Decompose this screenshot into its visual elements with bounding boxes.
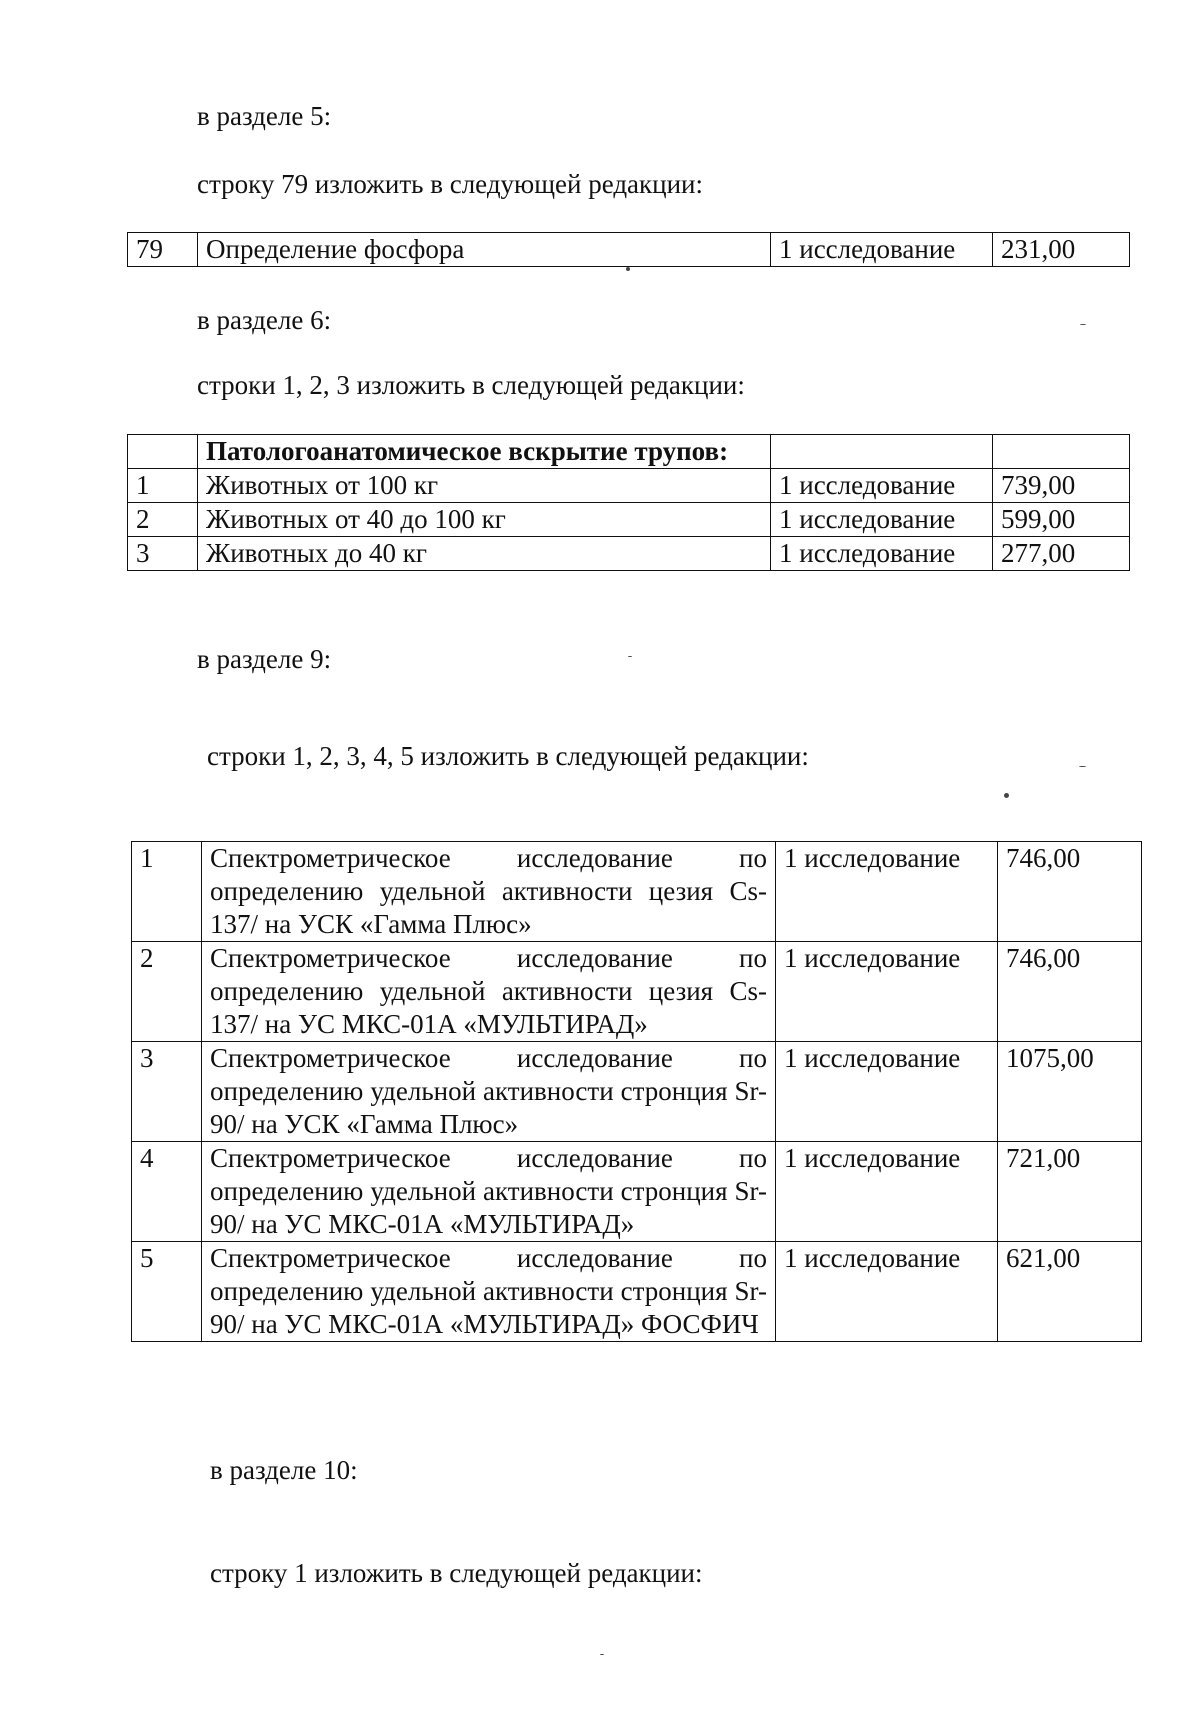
row-unit: 1 исследование — [771, 537, 993, 571]
row-unit: 1 исследование — [771, 503, 993, 537]
scan-speck — [1004, 793, 1009, 798]
scan-speck — [600, 1654, 604, 1655]
row-number: 1 — [132, 842, 202, 942]
table-row — [128, 435, 1130, 469]
row-unit: 1 исследование — [776, 942, 998, 1042]
row-name: Определение фосфора — [198, 233, 771, 267]
row-name: Животных до 40 кг — [198, 537, 771, 571]
row-price: 746,00 — [998, 842, 1142, 942]
row-number: 2 — [128, 503, 198, 537]
scan-speck — [628, 656, 632, 657]
row-number: 2 — [132, 942, 202, 1042]
row-number: 3 — [132, 1042, 202, 1142]
scan-speck — [626, 267, 630, 271]
row-unit: 1 исследование — [771, 233, 993, 267]
row-price: 599,00 — [993, 503, 1130, 537]
scan-speck — [1080, 324, 1086, 325]
section6-heading: в разделе 6: — [197, 305, 332, 335]
table-row — [132, 1142, 1142, 1242]
section5-heading: в разделе 5: — [197, 101, 332, 131]
row-name: Животных от 40 до 100 кг — [198, 503, 771, 537]
row-name: Спектрометрическое исследование по определению удельной активности цезия Cs-137/ на УСК «Гамма Плюс» — [202, 842, 776, 942]
section9-table — [131, 841, 1142, 1342]
row-number: 5 — [132, 1242, 202, 1342]
row-price: 721,00 — [998, 1142, 1142, 1242]
row-number: 79 — [128, 233, 198, 267]
row-price: 277,00 — [993, 537, 1130, 571]
table-row — [128, 503, 1130, 537]
row-unit: 1 исследование — [776, 1042, 998, 1142]
section10-heading: в разделе 10: — [210, 1455, 358, 1485]
row-price: 231,00 — [993, 233, 1130, 267]
row-number: 4 — [132, 1142, 202, 1242]
group-title: Патологоанатомическое вскрытие трупов: — [198, 435, 771, 469]
table-row — [132, 1042, 1142, 1142]
row-name: Спектрометрическое исследование по определению удельной активности стронция Sr-90/ на УС МКС-01А «МУЛЬТИРАД» — [202, 1142, 776, 1242]
table-row — [128, 469, 1130, 503]
section9-instruction: строки 1, 2, 3, 4, 5 изложить в следующей редакции: — [207, 741, 809, 771]
row-price: 621,00 — [998, 1242, 1142, 1342]
table-row — [132, 842, 1142, 942]
table-row — [132, 942, 1142, 1042]
section9-heading: в разделе 9: — [197, 644, 332, 674]
row-name: Животных от 100 кг — [198, 469, 771, 503]
row-price: 739,00 — [993, 469, 1130, 503]
table-row — [128, 233, 1130, 267]
row-unit: 1 исследование — [776, 842, 998, 942]
row-name: Спектрометрическое исследование по определению удельной активности стронция Sr-90/ на УСК «Гамма Плюс» — [202, 1042, 776, 1142]
table-row — [132, 1242, 1142, 1342]
section5-instruction: строку 79 изложить в следующей редакции: — [197, 169, 704, 199]
row-unit: 1 исследование — [776, 1242, 998, 1342]
section6-instruction: строки 1, 2, 3 изложить в следующей редакции: — [197, 370, 745, 400]
row-number: 1 — [128, 469, 198, 503]
scan-speck — [1079, 766, 1086, 767]
row-price: 1075,00 — [998, 1042, 1142, 1142]
row-name: Спектрометрическое исследование по определению удельной активности цезия Cs-137/ на УС МКС-01А «МУЛЬТИРАД» — [202, 942, 776, 1042]
row-unit: 1 исследование — [776, 1142, 998, 1242]
row-number: 3 — [128, 537, 198, 571]
row-name: Спектрометрическое исследование по определению удельной активности стронция Sr-90/ на УС МКС-01А «МУЛЬТИРАД» ФОСФИЧ — [202, 1242, 776, 1342]
row-unit: 1 исследование — [771, 469, 993, 503]
table-row — [128, 537, 1130, 571]
section10-instruction: строку 1 изложить в следующей редакции: — [210, 1558, 703, 1588]
row-price: 746,00 — [998, 942, 1142, 1042]
section6-table — [127, 434, 1130, 571]
section5-table — [127, 232, 1130, 267]
